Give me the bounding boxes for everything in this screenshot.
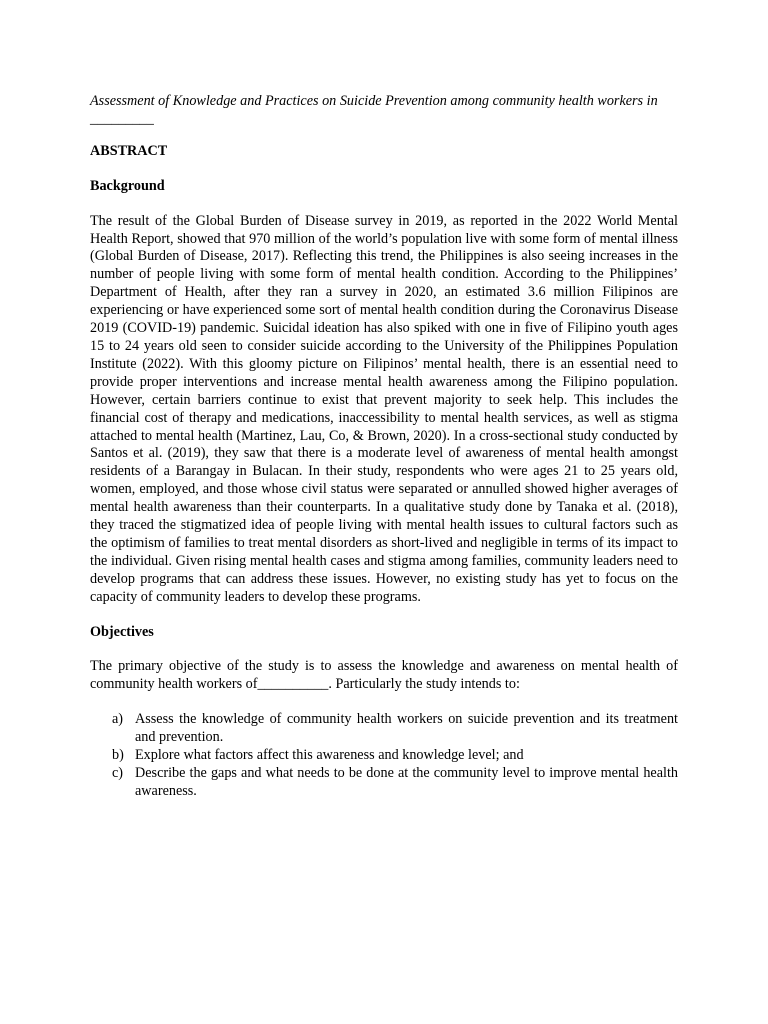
list-marker: a) xyxy=(112,711,124,728)
document-page xyxy=(90,93,678,801)
list-item-text: Assess the knowledge of community health workers on suicide prevention and its treatment and prevention. xyxy=(135,711,678,746)
background-paragraph: The result of the Global Burden of Disease survey in 2019, as reported in the 2022 World Mental Health Report, showed that 970 million of the world’s population live with some form of mental illness (Global Burden of Disease, 2017). Reflecting this trend, the Philippines is also seeing increases in the number of people living with some form of mental health condition. According to the Philippines’ Department of Health, after they ran a survey in 2020, an estimated 3.6 million Filipinos are experiencing or have experienced some sort of mental health condition during the Coronavirus Disease 2019 (COVID-19) pandemic. Suicidal ideation has also spiked with one in five of Filipino youth ages 15 to 24 years old seen to consider suicide according to the University of the Philippines Population Institute (2022). With this gloomy picture on Filipinos’ mental health, there is an essential need to provide proper interventions and increase mental health awareness among the Filipino population. However, certain barriers continue to exist that prevent majority to seek help. This includes the financial cost of therapy and medications, inaccessibility to mental health services, as well as stigma attached to mental health (Martinez, Lau, Co, & Brown, 2020). In a cross-sectional study conducted by Santos et al. (2019), they saw that there is a moderate level of awareness of mental health amongst residents of a Barangay in Bulacan. In their study, respondents who were ages 21 to 25 years old, women, employed, and those whose civil status were separated or annulled showed higher averages of mental health awareness than their counterparts. In a qualitative study done by Tanaka et al. (2018), they traced the stigmatized idea of people living with mental health issues to cultural factors such as the optimism of families to treat mental disorders as short-lived and negligible in terms of its impact to the individual. Given rising mental health cases and stigma among families, community leaders need to develop programs that can address these issues. However, no existing study has yet to focus on the capacity of community leaders to develop these programs. xyxy=(90,212,678,605)
list-item-text: Describe the gaps and what needs to be done at the community level to improve mental health awareness. xyxy=(135,765,678,799)
list-item-text: Explore what factors affect this awareness and knowledge level; and xyxy=(135,747,524,764)
abstract-heading: ABSTRACT xyxy=(90,142,168,159)
list-item xyxy=(90,765,678,801)
objectives-list xyxy=(90,711,678,801)
document-title: Assessment of Knowledge and Practices on Suicide Prevention among community health workers in _________ xyxy=(90,93,658,127)
objectives-heading: Objectives xyxy=(90,623,154,640)
list-item xyxy=(90,711,678,747)
objectives-paragraph: The primary objective of the study is to assess the knowledge and awareness on mental health of community health workers of__________. Particularly the study intends to: xyxy=(90,658,678,693)
list-marker: c) xyxy=(112,765,124,781)
list-item xyxy=(90,747,678,765)
list-marker: b) xyxy=(112,747,124,764)
background-heading: Background xyxy=(90,177,165,194)
